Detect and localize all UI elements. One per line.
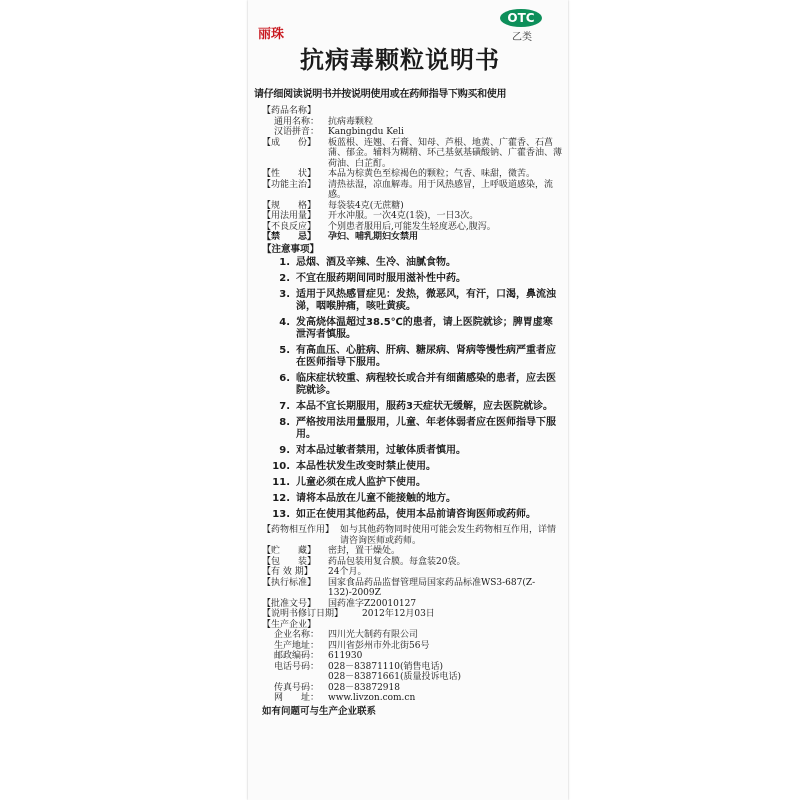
section-label: 【说明书修订日期】 [262,609,344,619]
item-text: 适用于风热感冒症见：发热，微恶风，有汗，口渴，鼻流浊涕，咽喉肿痛，咳吐黄痰。 [296,289,556,312]
item-number: 12. [272,493,290,504]
manufacturer-row-label: 生产地址： [274,640,320,651]
section-value: 国药准字Z20010127 [328,598,417,609]
section-shelf-life [262,567,562,578]
precautions-list [262,257,562,521]
document-subtitle: 请仔细阅读说明书并按说明使用或在药师指导下购买和使用 [254,89,507,100]
section-value: 24个月。 [328,567,367,577]
item-number: 4. [279,317,290,328]
section-approval-number [262,599,562,610]
manufacturer-row [262,683,562,694]
item-text: 如正在使用其他药品，使用本品前请咨询医师或药师。 [296,509,536,520]
item-number: 6. [279,373,290,384]
list-item [262,461,562,473]
list-item [262,509,562,521]
manufacturer-row-value: 611930 [328,651,363,661]
item-text: 本品性状发生改变时禁止使用。 [296,461,436,472]
section-dosage [262,211,562,222]
section-packaging [262,557,562,568]
section-label: 【有 效 期】 [262,567,313,577]
leaflet-content [262,106,562,717]
manufacturer-row [262,672,562,683]
section-label: 【执行标准】 [262,577,317,588]
manufacturer-row-value: 四川光大制药有限公司 [328,630,419,640]
manufacturer-row [262,630,562,641]
section-standard [262,578,562,599]
list-item [262,401,562,413]
drug-name-heading [262,106,562,117]
manufacturer-row-value: 四川省彭州市外北街56号 [328,640,430,651]
section-label: 【贮 藏】 [262,546,317,556]
drug-name-label: 【药品名称】 [262,106,317,116]
section-ingredients [262,138,562,170]
document-title: 抗病毒颗粒说明书 [300,46,500,74]
list-item [262,445,562,457]
pinyin-value: Kangbingdu Keli [328,127,404,137]
item-number: 2. [279,273,290,284]
item-number: 9. [279,445,290,456]
section-label: 【成 份】 [262,137,317,148]
section-description [262,169,562,180]
manufacturer-row-label [274,672,328,683]
list-item [262,417,562,441]
section-specification [262,201,562,212]
section-label: 【包 装】 [262,556,317,567]
section-label: 【用法用量】 [262,211,317,221]
section-label: 【批准文号】 [262,598,317,609]
section-label: 【性 状】 [262,169,317,179]
precautions-heading: 【注意事项】 [262,243,320,255]
contraindication-label: 【禁 忌】 [262,232,317,242]
section-value: 如与其他药物同时使用可能会发生药物相互作用，详情请咨询医师或药师。 [340,525,557,546]
item-text: 发高烧体温超过38.5℃的患者，请上医院就诊；脾胃虚寒泄泻者慎服。 [296,317,553,340]
section-value: 药品包装用复合膜。每盒装20袋。 [328,556,466,567]
otc-class-label: 乙类 [512,32,532,43]
item-number: 5. [279,345,290,356]
section-indications [262,180,562,201]
section-label: 【功能主治】 [262,179,317,190]
generic-name-value: 抗病毒颗粒 [328,116,374,127]
manufacturer-heading [262,620,562,631]
list-item [262,373,562,397]
item-text: 严格按用法用量服用，儿童、年老体弱者应在医师指导下服用。 [296,417,556,440]
contraindication-value: 孕妇、哺乳期妇女禁用 [328,232,419,242]
section-contraindications [262,232,562,243]
otc-badge: OTC [500,9,542,27]
section-value: 开水冲服。一次4克(1袋)，一日3次。 [328,211,479,221]
generic-name-label: 通用名称： [274,116,320,127]
list-item [262,477,562,489]
section-storage [262,546,562,557]
item-number: 10. [272,461,290,472]
item-text: 不宜在服药期间同时服用滋补性中药。 [296,273,466,284]
section-value: 板蓝根、连翘、石膏、知母、芦根、地黄、广藿香、石菖蒲、郁金。辅料为糊精、环己基氨基磺酸钠、广藿香油、薄荷油、白芷酊。 [328,137,563,169]
list-item [262,317,562,341]
item-number: 1. [279,257,290,268]
item-text: 请将本品放在儿童不能接触的地方。 [296,493,456,504]
section-label: 【规 格】 [262,200,317,211]
item-number: 7. [279,401,290,412]
pinyin-label: 汉语拼音： [274,127,320,137]
item-number: 13. [272,509,290,520]
brand-logo: 丽珠 [258,27,285,42]
pinyin-row [262,127,562,138]
section-value: 国家食品药品监督管理局国家药品标准WS3-687(Z-132)-2009Z [328,577,536,598]
manufacturer-row [262,641,562,652]
section-label: 【不良反应】 [262,221,317,232]
item-number: 11. [272,477,290,488]
manufacturer-row [262,662,562,673]
manufacturer-row-value: 028－83871661(质量投诉电话) [328,672,462,682]
section-value: 每袋装4克(无蔗糖) [328,200,404,211]
section-value: 2012年12月03日 [362,609,435,619]
section-adverse-reactions [262,222,562,233]
list-item [262,493,562,505]
manufacturer-row-value: 028－83872918 [328,682,400,693]
section-value: 本品为棕黄色至棕褐色的颗粒；气香、味甜，微苦。 [328,169,536,179]
list-item [262,257,562,269]
item-text: 本品不宜长期服用，服药3天症状无缓解，应去医院就诊。 [296,401,553,412]
manufacturer-row-label: 网 址： [274,693,320,703]
manufacturer-row-value: 028－83871110(销售电话) [328,661,444,672]
manufacturer-row-label: 邮政编码： [274,651,320,661]
manufacturer-row-label: 传真号码： [274,682,320,693]
section-value: 清热祛湿，凉血解毒。用于风热感冒，上呼吸道感染，流感。 [328,179,554,200]
footer-note: 如有问题可与生产企业联系 [262,705,377,717]
item-number: 8. [279,417,290,428]
manufacturer-label: 【生产企业】 [262,619,317,630]
generic-name-row [262,117,562,128]
item-text: 忌烟、酒及辛辣、生冷、油腻食物。 [296,257,456,268]
list-item [262,345,562,369]
section-drug-interactions [262,525,562,546]
manufacturer-row-label: 企业名称： [274,630,320,640]
item-number: 3. [279,289,290,300]
item-text: 临床症状较重、病程较长或合并有细菌感染的患者，应去医院就诊。 [296,373,556,396]
section-label: 【药物相互作用】 [262,525,335,535]
item-text: 对本品过敏者禁用，过敏体质者慎用。 [296,445,466,456]
section-revision-date [262,609,562,620]
section-value: 密封，置干燥处。 [328,546,401,556]
list-item [262,289,562,313]
manufacturer-row [262,651,562,662]
list-item [262,273,562,285]
manufacturer-row [262,693,562,704]
manufacturer-row-label: 电话号码： [274,661,320,672]
manufacturer-row-value: www.livzon.com.cn [328,693,416,703]
section-value: 个别患者服用后,可能发生轻度恶心,腹泻。 [328,221,496,232]
item-text: 有高血压、心脏病、肝病、糖尿病、肾病等慢性病严重者应在医师指导下服用。 [296,345,556,368]
item-text: 儿童必须在成人监护下使用。 [296,477,426,488]
